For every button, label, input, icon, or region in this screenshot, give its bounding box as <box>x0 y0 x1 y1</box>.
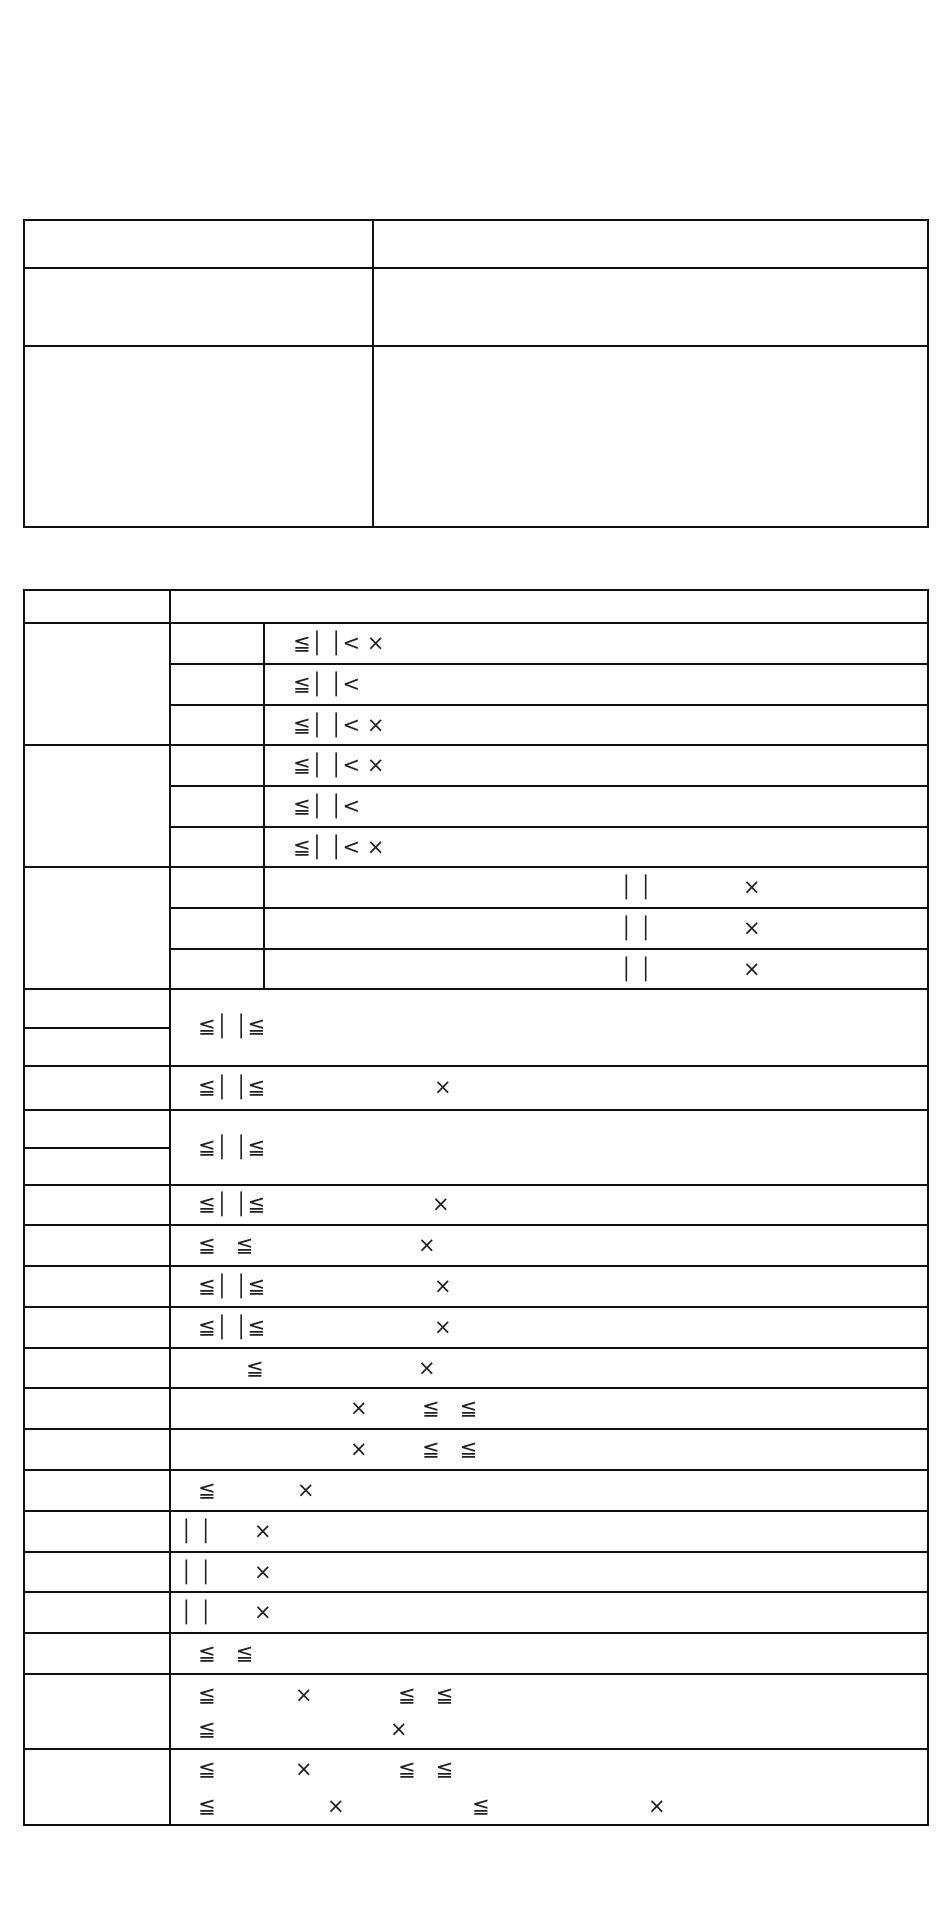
condition-cell: ≦│ │≦ <box>198 1274 266 1298</box>
row-divider <box>23 1184 929 1186</box>
sub-row-divider <box>169 948 929 950</box>
condition-cell: × <box>254 1519 272 1543</box>
row-divider <box>23 1109 929 1111</box>
row-divider <box>23 1469 929 1471</box>
condition-cell: ≦ ≦ <box>422 1437 478 1461</box>
summary-table-column-divider <box>372 219 374 528</box>
condition-cell: ≦ ≦ <box>398 1757 454 1781</box>
conditions-table <box>23 589 929 1826</box>
condition-cell: ≦│ │≦ <box>198 1014 266 1038</box>
row-divider <box>23 1428 929 1430</box>
condition-cell: ≦ <box>198 1478 216 1502</box>
condition-cell: ≦ <box>198 1757 216 1781</box>
condition-cell: × <box>418 1356 436 1380</box>
condition-cell: × <box>434 1274 452 1298</box>
row-divider <box>23 744 929 746</box>
condition-cell: ≦│ │≦ <box>198 1192 266 1216</box>
row-divider <box>23 1347 929 1349</box>
row-divider <box>23 1551 929 1553</box>
condition-cell: ≦ <box>198 1683 216 1707</box>
condition-cell: │ │ <box>620 875 652 899</box>
row-divider <box>23 622 929 624</box>
condition-cell: × <box>432 1192 450 1216</box>
sub-row-divider <box>169 663 929 665</box>
condition-cell: ≦│ │≦ <box>198 1075 266 1099</box>
condition-cell: ≦ <box>246 1356 264 1380</box>
condition-cell: │ │ <box>180 1519 212 1543</box>
condition-cell: ≦ ≦ <box>422 1396 478 1420</box>
condition-cell: × <box>254 1600 272 1624</box>
condition-cell: ≦ ≦ <box>398 1683 454 1707</box>
label-split-divider <box>23 1027 169 1029</box>
condition-cell: ≦ ≦ <box>198 1641 254 1665</box>
condition-cell: ≦│ │< × <box>293 753 385 777</box>
row-divider <box>23 1306 929 1308</box>
sub-row-divider <box>169 704 929 706</box>
row-divider <box>23 1632 929 1634</box>
row-divider <box>23 866 929 868</box>
row-divider <box>23 1748 929 1750</box>
condition-cell: × <box>254 1560 272 1584</box>
condition-cell: ≦ <box>472 1794 490 1818</box>
row-divider <box>23 988 929 990</box>
condition-cell: × <box>327 1794 345 1818</box>
condition-cell: │ │ <box>620 957 652 981</box>
sub-row-divider <box>169 826 929 828</box>
condition-cell: ≦│ │≦ <box>198 1315 266 1339</box>
condition-cell: × <box>418 1233 436 1257</box>
condition-cell: × <box>434 1315 452 1339</box>
condition-cell: ≦ ≦ <box>198 1233 254 1257</box>
condition-cell: │ │ <box>180 1560 212 1584</box>
row-divider <box>23 1673 929 1675</box>
label-split-divider <box>23 1147 169 1149</box>
condition-cell: ≦│ │< <box>293 672 361 696</box>
sub-row-divider <box>169 785 929 787</box>
sub-row-divider <box>169 907 929 909</box>
condition-cell: × <box>743 916 761 940</box>
condition-cell: × <box>743 875 761 899</box>
condition-cell: × <box>434 1075 452 1099</box>
condition-cell: × <box>648 1794 666 1818</box>
row-divider <box>23 1387 929 1389</box>
condition-cell: │ │ <box>620 916 652 940</box>
summary-table <box>23 219 929 528</box>
condition-cell: │ │ <box>180 1600 212 1624</box>
condition-cell: × <box>350 1437 368 1461</box>
condition-cell: ≦│ │≦ <box>198 1135 266 1159</box>
condition-cell: ≦│ │< <box>293 794 361 818</box>
row-divider <box>23 1265 929 1267</box>
condition-cell: × <box>350 1396 368 1420</box>
summary-table-row-divider <box>23 345 929 347</box>
condition-cell: ≦ <box>198 1794 216 1818</box>
condition-cell: × <box>295 1757 313 1781</box>
condition-cell: ≦│ │< × <box>293 713 385 737</box>
condition-cell: ≦│ │< × <box>293 835 385 859</box>
row-divider <box>23 1510 929 1512</box>
condition-cell: × <box>743 957 761 981</box>
condition-cell: ≦ <box>198 1717 216 1741</box>
condition-cell: × <box>390 1717 408 1741</box>
sub-column-divider <box>263 622 265 988</box>
row-divider <box>23 1065 929 1067</box>
summary-table-row-divider <box>23 267 929 269</box>
condition-cell: × <box>295 1683 313 1707</box>
row-divider <box>23 1224 929 1226</box>
label-column-divider <box>169 589 171 1826</box>
row-divider <box>23 1591 929 1593</box>
condition-cell: × <box>297 1478 315 1502</box>
condition-cell: ≦│ │< × <box>293 631 385 655</box>
